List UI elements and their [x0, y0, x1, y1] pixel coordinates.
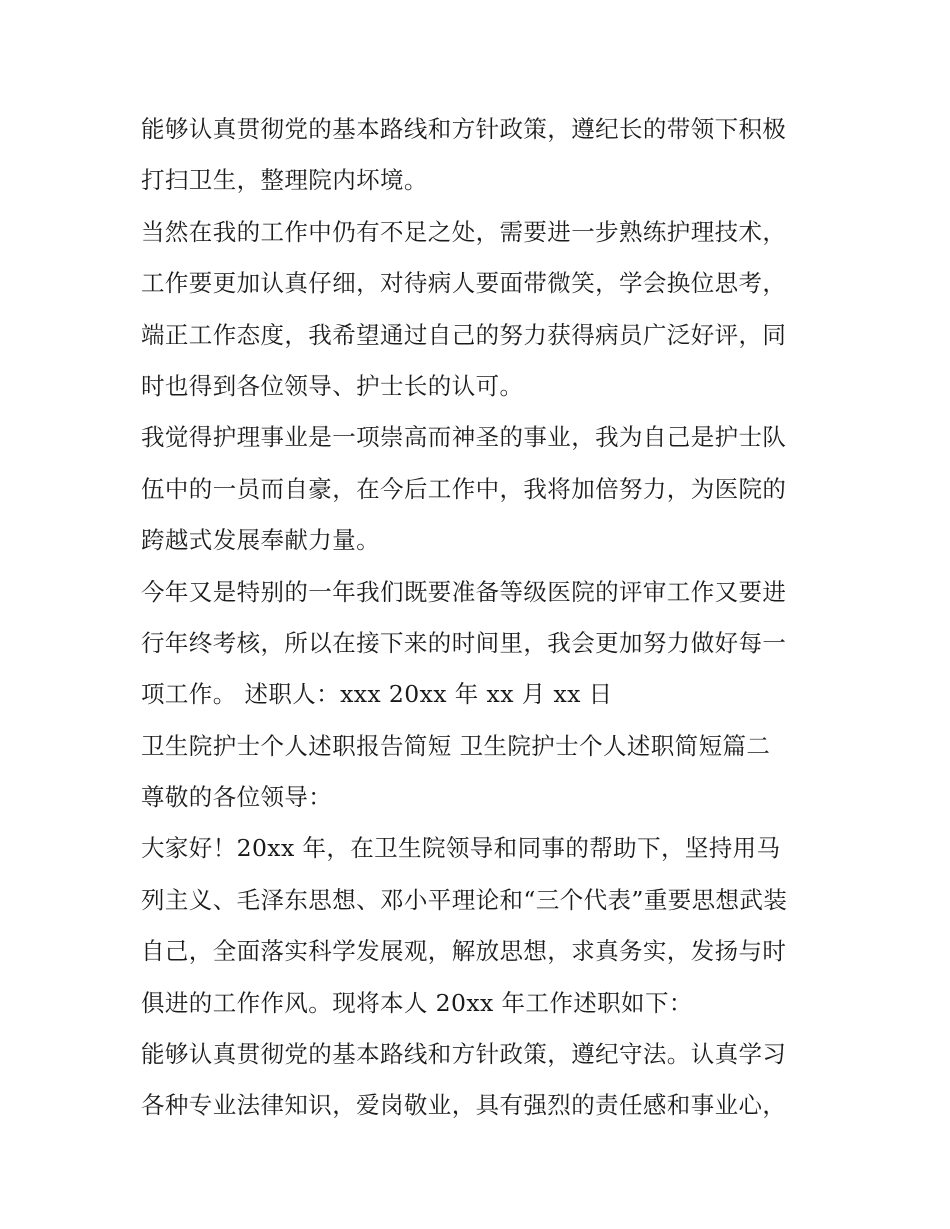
document-body: [141, 104, 821, 1132]
section-title: 卫生院护士个人述职报告简短 卫生院护士个人述职简短篇二: [141, 731, 771, 760]
text-line: 我觉得护理事业是一项崇高而神圣的事业，我为自己是护士队: [141, 423, 787, 452]
text-line: 伍中的一员而自豪，在今后工作中，我将加倍努力，为医院的: [141, 474, 787, 503]
text-line: 各种专业法律知识，爱岗敬业，具有强烈的责任感和事业心，: [141, 1091, 787, 1120]
text-line: 能够认真贯彻党的基本路线和方针政策，遵纪守法。认真学习: [141, 1040, 787, 1069]
text-line: 跨越式发展奉献力量。: [141, 526, 380, 555]
text-line: 大家好！20xx 年，在卫生院领导和同事的帮助下，坚持用马: [141, 834, 781, 863]
text-line: 能够认真贯彻党的基本路线和方针政策，遵纪长的带领下积极: [141, 115, 787, 143]
text-line: 时也得到各位领导、护士长的认可。: [141, 371, 524, 400]
signature-line: 项工作。 述职人：xxx 20xx 年 xx 月 xx 日: [141, 680, 613, 709]
text-line: 俱进的工作作风。现将本人 20xx 年工作述职如下：: [141, 988, 693, 1017]
text-line: 端正工作态度，我希望通过自己的努力获得病员广泛好评，同: [141, 320, 787, 349]
text-line: 当然在我的工作中仍有不足之处，需要进一步熟练护理技术，: [141, 217, 787, 246]
text-line: 行年终考核，所以在接下来的时间里，我会更加努力做好每一: [141, 628, 787, 657]
text-line: 工作要更加认真仔细，对待病人要面带微笑，学会换位思考，: [141, 269, 787, 298]
text-line: 今年又是特别的一年我们既要准备等级医院的评审工作又要进: [141, 577, 787, 606]
text-line: 打扫卫生，整理院内坏境。: [141, 166, 428, 195]
text-line: 列主义、毛泽东思想、邓小平理论和“三个代表”重要思想武装: [141, 885, 788, 914]
text-line: 自己，全面落实科学发展观，解放思想，求真务实，发扬与时: [141, 937, 787, 966]
salutation: 尊敬的各位领导：: [141, 783, 333, 812]
